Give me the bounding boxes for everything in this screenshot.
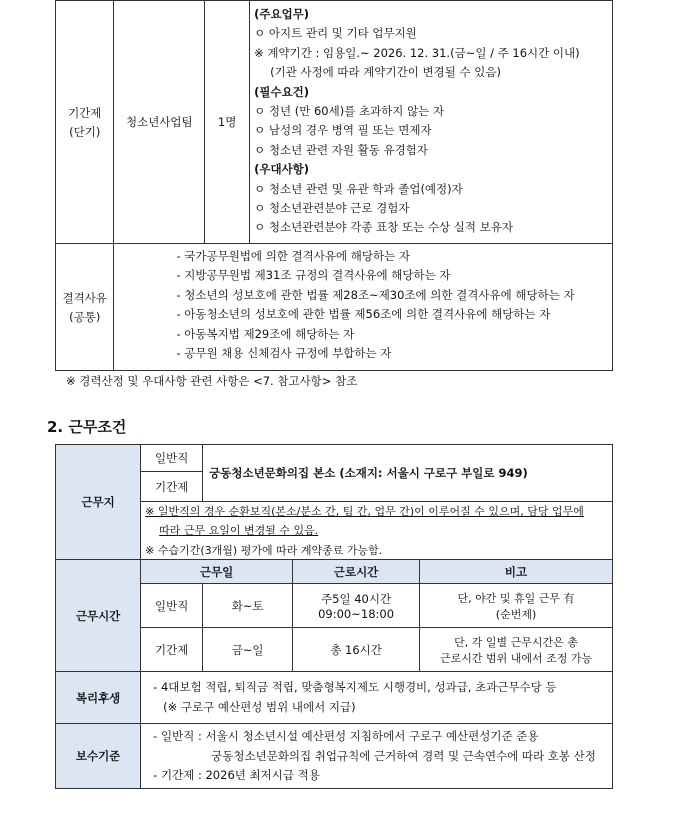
category-line: (단기) [69,124,101,139]
time-line: 주5일 40시간 [321,591,392,606]
requirements-title: (필수요건) [254,84,310,99]
pay-line: 궁동청소년문화의집 취업규칙에 근거하여 경력 및 근속연수에 따라 호봉 산정 [211,748,596,763]
rotation-note: ※ 일반직의 경우 순환보직(본소/분소 간, 팀 간, 업무 간)이 이루어질 수 있으며, 담당 업무에 [145,505,584,518]
welfare-line: - 4대보험 적립, 퇴직금 적립, 맞춤형복지제도 시행경비, 성과급, 초과근무수당 등 [153,680,557,695]
disqualification-item: - 국가공무원법에 의한 결격사유에 해당하는 자 [176,249,410,263]
hours-time [293,584,420,628]
category-line: 기간제 [68,105,102,120]
type-regular: 일반직 [141,445,203,472]
row-temporary [56,1,613,244]
pay-line: - 일반직 : 서울시 청소년시설 예산편성 지침하에서 구로구 예산편성기준 준용 [153,729,539,744]
category-line: (공통) [69,309,101,324]
pay-label: 보수기준 [56,724,141,789]
disqualification-item: - 청소년의 성보호에 관한 법률 제28조~제30조에 의한 결격사유에 해당하는 자 [176,287,575,302]
disqualification-item: - 아동청소년의 성보호에 관한 법률 제56조에 의한 결격사유에 해당하는 자 [176,307,551,322]
hours-label: 근무시간 [56,560,141,672]
pay-row [56,724,613,789]
workplace-note [141,502,613,541]
details-cell [250,1,613,244]
hours-days: 금~일 [203,628,293,672]
duties-title: (주요업무) [254,7,310,21]
hours-type: 기간제 [141,628,203,672]
reference-note: ※ 경력산정 및 우대사항 관련 사항은 <7. 참고사항> 참조 [66,374,358,388]
preference-title: (우대사항) [254,162,310,177]
welfare-label: 복리후생 [56,672,141,724]
welfare-line: (※ 구로구 예산편성 범위 내에서 지급) [163,699,356,714]
hours-type: 일반직 [141,584,203,628]
header-remarks: 비고 [420,560,613,584]
section-heading: 2. 근무조건 [47,418,127,436]
probation-note: ※ 수습기간(3개월) 평가에 따라 계약종료 가능함. [141,541,613,560]
hours-days: 화~토 [203,584,293,628]
welfare-row [56,672,613,724]
preference-item: ㅇ 청소년 관련 및 유관 학과 졸업(예정)자 [254,181,463,196]
workplace-row [56,445,613,472]
requirement-item: ㅇ 정년 (만 60세)를 초과하지 않는 자 [254,103,445,118]
row-disqualification [56,244,613,371]
disqualification-item: - 공무원 채용 신체검사 규정에 부합하는 자 [176,345,392,360]
note-line: (순번제) [495,607,537,621]
type-temporary: 기간제 [141,472,203,502]
pay-content [141,724,613,789]
rotation-note-cont: 따라 근무 요일이 변경될 수 있음. [159,524,319,538]
category-cell [56,1,114,244]
pay-line: - 기간제 : 2026년 최저시급 적용 [153,767,320,782]
requirement-item: ㅇ 남성의 경우 병역 필 또는 면제자 [254,123,432,138]
disqualification-list [114,244,613,371]
recruitment-table [55,0,613,371]
duty-item: ㅇ 아지트 관리 및 기타 업무지원 [254,26,417,41]
workplace-address: 궁동청소년문화의집 본소 (소재지: 서울시 구로구 부일로 949) [203,445,613,502]
preference-item: ㅇ 청소년관련분야 근로 경험자 [254,200,410,215]
time-line: 09:00~18:00 [318,606,395,621]
count-cell: 1명 [205,1,250,244]
category-cell [56,244,114,371]
hours-header-row [56,560,613,584]
header-workdays: 근무일 [141,560,293,584]
category-line: 결격사유 [62,290,107,305]
duty-item: (기관 사정에 따라 계약기간이 변경될 수 있음) [270,65,501,80]
disqualification-item: - 지방공무원법 제31조 규정의 결격사유에 해당하는 자 [176,268,451,283]
hours-note [420,628,613,672]
welfare-content [141,672,613,724]
requirement-item: ㅇ 청소년 관련 자원 활동 유경험자 [254,142,428,157]
workplace-label: 근무지 [56,445,141,560]
note-line: 단, 각 일별 근무시간은 총 [454,635,578,649]
disqualification-item: - 아동복지법 제29조에 해당하는 자 [176,326,355,341]
note-line: 근로시간 범위 내에서 조정 가능 [439,651,593,665]
work-conditions-table [55,444,613,789]
team-cell: 청소년사업팀 [114,1,205,244]
hours-note [420,584,613,628]
duty-item: ※ 계약기간 : 임용일.~ 2026. 12. 31.(금~일 / 주 16시간 이내) [254,45,580,60]
note-line: 단, 야간 및 휴일 근무 有 [457,591,575,605]
header-worktime: 근로시간 [293,560,420,584]
preference-item: ㅇ 청소년관련분야 각종 표창 또는 수상 실적 보유자 [254,220,513,235]
hours-time: 총 16시간 [293,628,420,672]
